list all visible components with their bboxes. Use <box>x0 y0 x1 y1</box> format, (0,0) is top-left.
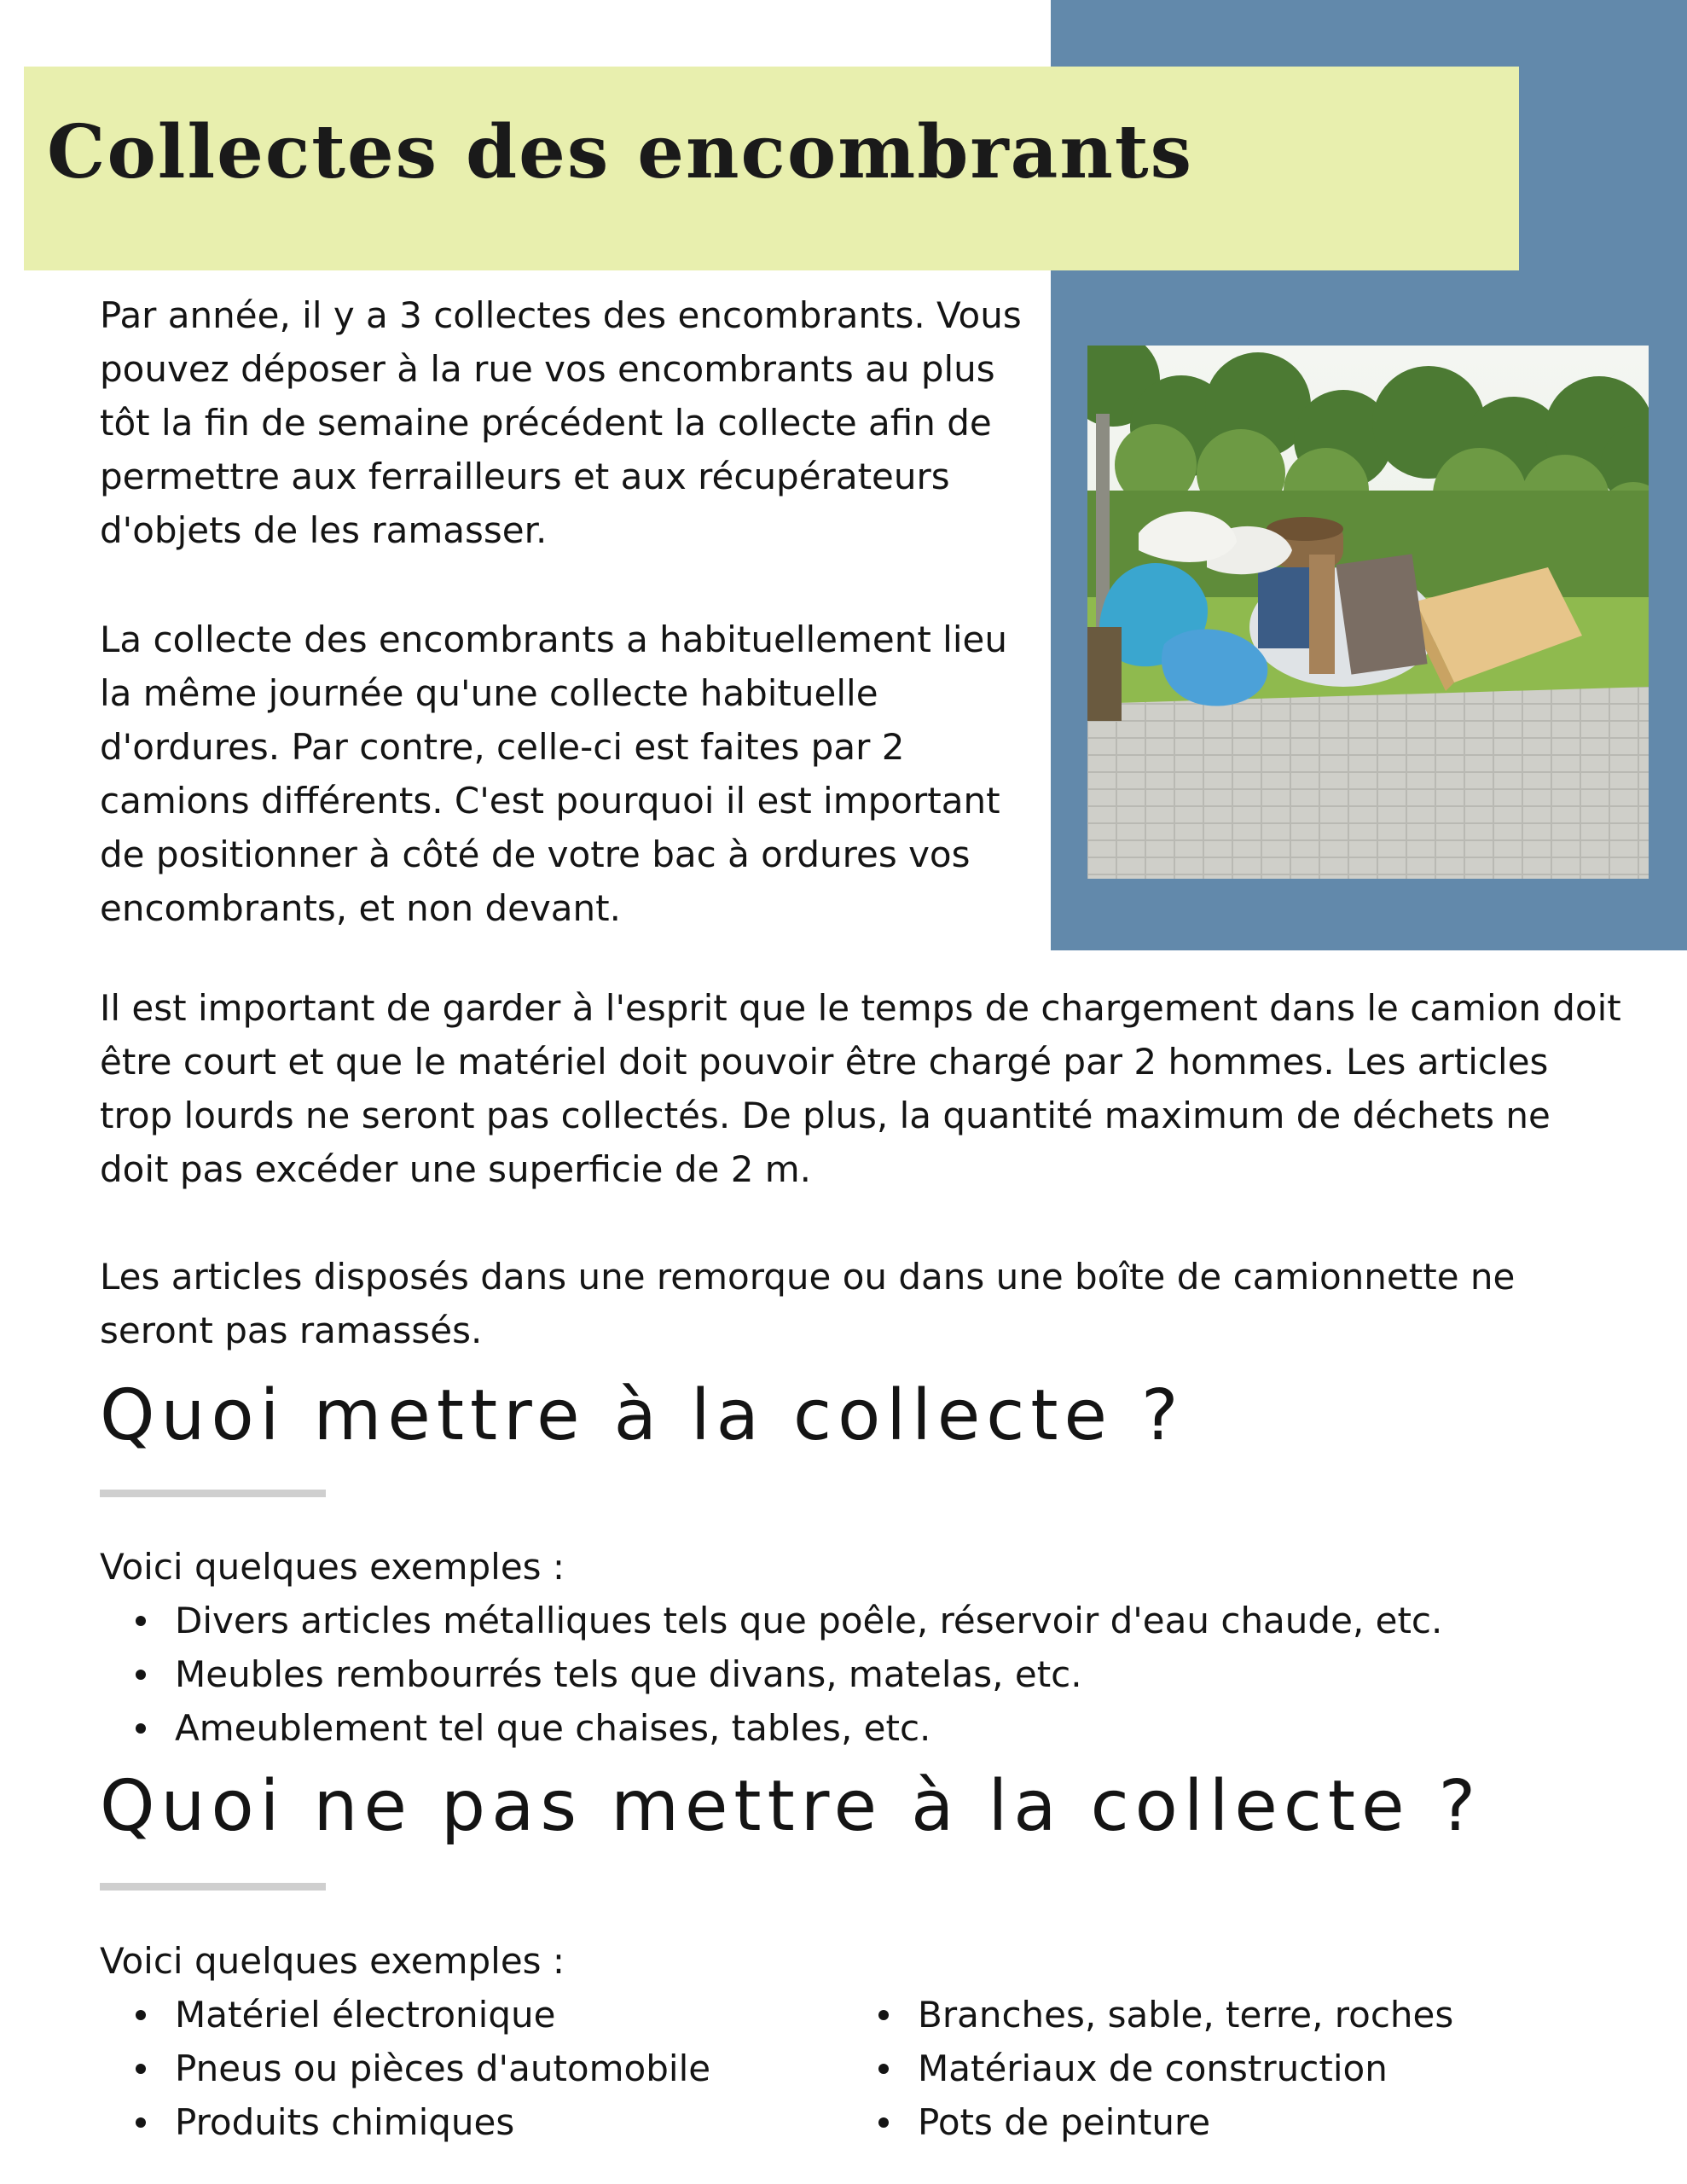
no-collect-list-left <box>100 1988 710 2149</box>
page-title: Collectes des encombrants <box>47 109 1194 195</box>
list-item: Branches, sable, terre, roches <box>843 1988 1453 2042</box>
no-collect-list-right <box>843 1988 1453 2149</box>
list-item: Divers articles métalliques tels que poêle, réservoir d'eau chaude, etc. <box>100 1594 1442 1647</box>
no-collect-heading: Quoi ne pas mettre à la collecte ? <box>100 1766 1482 1847</box>
trailer-paragraph: Les articles disposés dans une remorque ou dans une boîte de camionnette ne seront pas ramassés. <box>100 1256 1516 1351</box>
intro-paragraph-2: La collecte des encombrants a habituellement lieu la même journée qu'une collecte habituelle d'ordures. Par contre, celle-ci est faites par 2 camions différents. C'est pourquoi il est important de positionner à côté de votre bac à ordures vos encombrants, et non devant. <box>100 619 1007 929</box>
no-collect-divider <box>100 1883 326 1891</box>
intro-paragraph-1: Par année, il y a 3 collectes des encombrants. Vous pouvez déposer à la rue vos encombrants au plus tôt la fin de semaine précédent la collecte afin de permettre aux ferrailleurs et aux récupérateurs d'objets de les ramasser. <box>100 294 1022 551</box>
bulky-waste-pile-icon <box>1087 346 1649 879</box>
collect-intro: Voici quelques exemples : <box>100 1546 565 1588</box>
list-item: Meubles rembourrés tels que divans, matelas, etc. <box>100 1647 1442 1701</box>
list-item: Matériaux de construction <box>843 2042 1453 2095</box>
bulky-waste-photo <box>1087 346 1649 879</box>
list-item: Matériel électronique <box>100 1988 710 2042</box>
list-item: Ameublement tel que chaises, tables, etc. <box>100 1701 1442 1755</box>
list-item: Produits chimiques <box>100 2095 710 2149</box>
collect-divider <box>100 1490 326 1497</box>
no-collect-intro: Voici quelques exemples : <box>100 1940 565 1982</box>
loading-paragraph: Il est important de garder à l'esprit que le temps de chargement dans le camion doit être court et que le matériel doit pouvoir être chargé par 2 hommes. Les articles trop lourds ne seront pas collectés. De plus, la quantité maximum de déchets ne doit pas excéder une superficie de 2 m. <box>100 987 1621 1190</box>
collect-list <box>100 1594 1442 1755</box>
list-item: Pneus ou pièces d'automobile <box>100 2042 710 2095</box>
list-item: Pots de peinture <box>843 2095 1453 2149</box>
collect-heading: Quoi mettre à la collecte ? <box>100 1375 1185 1456</box>
